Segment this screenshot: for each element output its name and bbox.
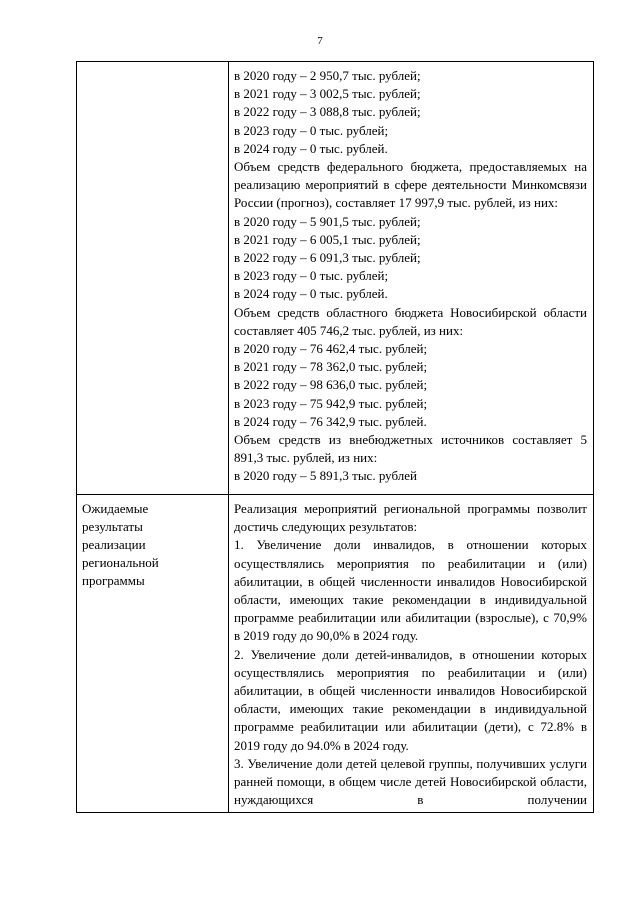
federal-line: в 2024 году – 0 тыс. рублей. (234, 286, 388, 302)
results-cell (229, 495, 594, 813)
funding-line: в 2020 году – 2 950,7 тыс. рублей; (234, 68, 421, 83)
page-number: 7 (317, 35, 323, 47)
label-line: реализации (82, 537, 146, 552)
result-item-2: 2. Увеличение доли детей-инвалидов, в отношении которых осуществлялись мероприятия по реабилитации и (или) абилитации, в общей численности инвалидов Новосибирской области, имеющих такие рекомендации в индивидуальной программе реабилитации или абилитации (дети), с 72.8% в 2019 году до 94.0% в 2024 году. (234, 646, 587, 753)
regional-line: в 2024 году – 76 342,9 тыс. рублей. (234, 413, 427, 429)
regional-paragraph: Объем средств областного бюджета Новосибирской области составляет 405 746,2 тыс. рублей, из них: (234, 304, 587, 338)
federal-paragraph: Объем средств федерального бюджета, предоставляемых на реализацию мероприятий в сфере деятельности Минкомсвязи России (прогноз), составляет 17 997,9 тыс. рублей, из них: (234, 159, 587, 211)
regional-line: в 2021 году – 78 362,0 тыс. рублей; (234, 359, 428, 375)
regional-line: в 2023 году – 75 942,9 тыс. рублей; (234, 395, 428, 411)
row-label-results (77, 495, 229, 813)
label-line: региональной (82, 555, 159, 570)
federal-line: в 2023 году – 0 тыс. рублей; (234, 268, 389, 284)
regional-line: в 2022 году – 98 636,0 тыс. рублей; (234, 377, 428, 393)
result-item-3: 3. Увеличение доли детей целевой группы, получивших услуги ранней помощи, в общем числе детей Новосибирской области, нуждающихся в получении (234, 755, 587, 808)
label-line: результаты (82, 519, 143, 534)
funding-line: в 2022 году – 3 088,8 тыс. рублей; (234, 104, 421, 120)
row-label-empty (77, 62, 229, 495)
regional-line: в 2020 году – 76 462,4 тыс. рублей; (234, 341, 428, 357)
funding-line: в 2021 году – 3 002,5 тыс. рублей; (234, 86, 421, 102)
extrabudget-line: в 2020 году – 5 891,3 тыс. рублей (234, 468, 417, 484)
results-intro: Реализация мероприятий региональной программы позволит достичь следующих результатов: (234, 501, 587, 535)
funding-line: в 2024 году – 0 тыс. рублей. (234, 140, 388, 156)
table-row-funding (77, 62, 594, 495)
federal-line: в 2020 году – 5 901,5 тыс. рублей; (234, 213, 421, 229)
federal-line: в 2022 году – 6 091,3 тыс. рублей; (234, 250, 421, 266)
extrabudget-paragraph: Объем средств из внебюджетных источников составляет 5 891,3 тыс. рублей, из них: (234, 432, 587, 466)
federal-line: в 2021 году – 6 005,1 тыс. рублей; (234, 231, 421, 247)
table-row-results (77, 495, 594, 813)
funding-line: в 2023 году – 0 тыс. рублей; (234, 122, 389, 138)
label-line: программы (82, 573, 145, 588)
funding-cell (229, 62, 594, 495)
passport-table (76, 61, 594, 813)
result-item-1: 1. Увеличение доли инвалидов, в отношении которых осуществлялись мероприятия по реабилитации и (или) абилитации, в общей численности инвалидов Новосибирской области, имеющих такие рекомендации в индивидуальной программе реабилитации или абилитации (взрослые), с 70,9% в 2019 году до 90,0% в 2024 году. (234, 537, 587, 644)
label-line: Ожидаемые (82, 501, 149, 516)
